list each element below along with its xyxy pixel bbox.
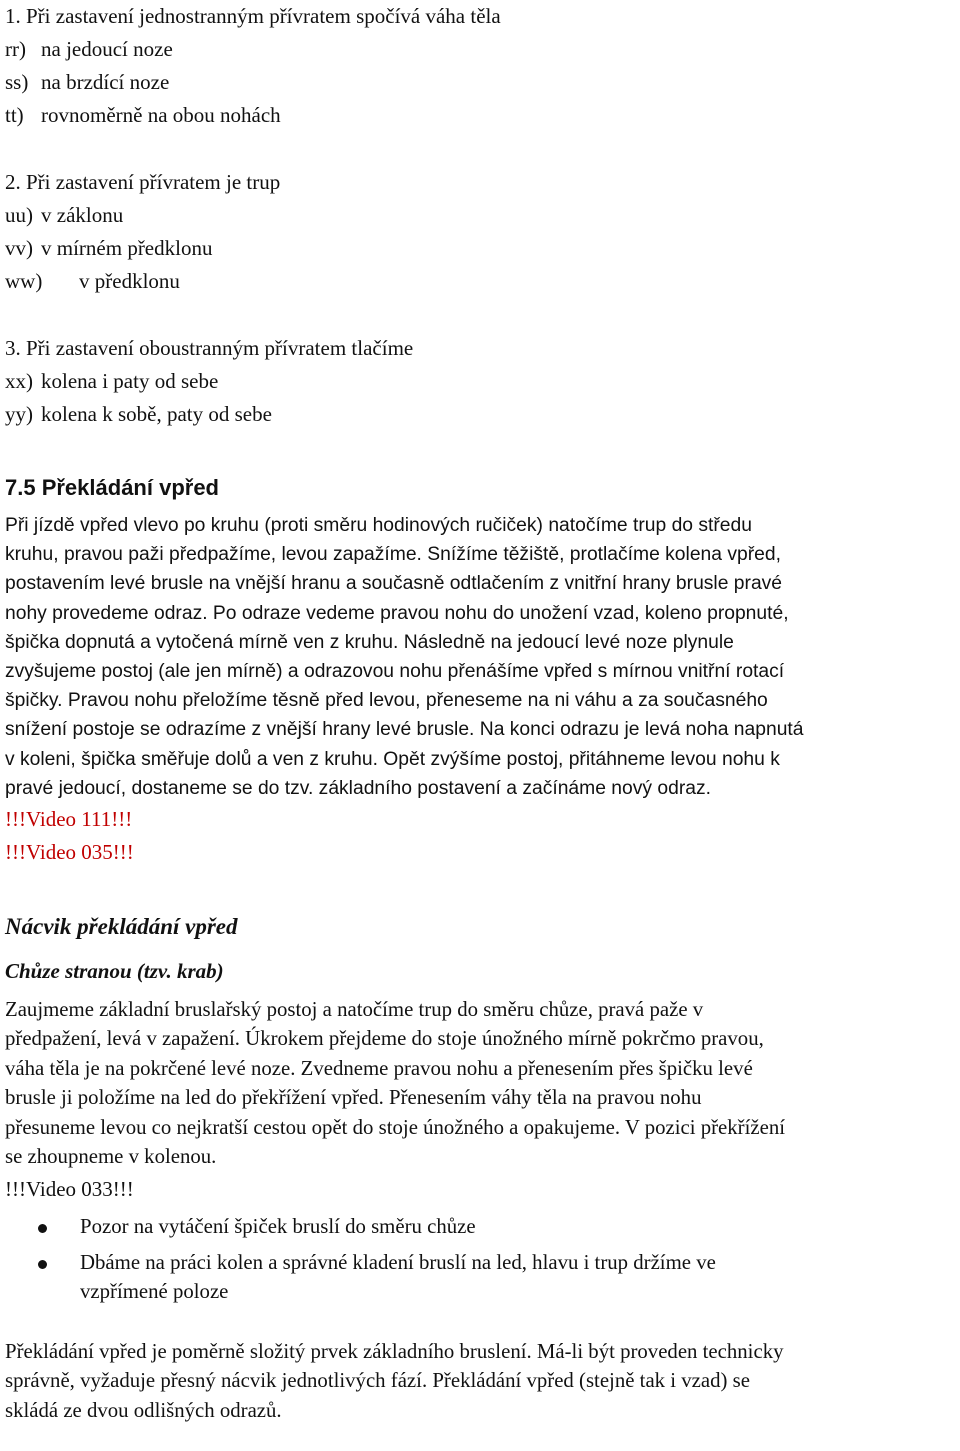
answer-option bbox=[5, 66, 957, 99]
option-text: v mírném předklonu bbox=[41, 236, 213, 260]
option-key: yy) bbox=[5, 402, 33, 426]
answer-option bbox=[5, 265, 957, 298]
paragraph-line: skládá ze dvou odlišných odrazů. bbox=[5, 1398, 282, 1422]
paragraph-line: kruhu, pravou paži předpažíme, levou zapažíme. Snížíme těžiště, protlačíme kolena vpřed, bbox=[5, 544, 781, 566]
question-title: 2. Při zastavení přívratem je trup bbox=[5, 170, 281, 194]
paragraph-line: se zhoupneme v kolenou. bbox=[5, 1145, 217, 1169]
question-2 bbox=[5, 166, 957, 298]
paragraph-line: postavením levé brusle na vnější hranu a současně odtlačením z vnitřní hrany brusle pravé bbox=[5, 573, 783, 595]
paragraph-line: špičky. Pravou nohu přeložíme těsně před levou, přeneseme na ni váhu a za současného bbox=[5, 690, 768, 712]
bullet-item bbox=[5, 1212, 957, 1241]
answer-option bbox=[5, 33, 957, 66]
section-paragraph bbox=[5, 511, 957, 803]
video-reference: !!!Video 111!!! bbox=[5, 807, 133, 832]
paragraph-line: snížení postoje se odrazíme z vnější hrany levé brusle. Na konci odrazu je levá noha napnutá bbox=[5, 719, 804, 741]
paragraph-line: pravé jedoucí, dostaneme se do tzv. základního postavení a začínáme nový odraz. bbox=[5, 777, 711, 799]
option-text: v předklonu bbox=[79, 269, 180, 293]
option-key: ww) bbox=[5, 269, 43, 293]
closing-paragraph bbox=[5, 1337, 957, 1425]
question-title: 3. Při zastavení oboustranným přívratem tlačíme bbox=[5, 336, 414, 360]
answer-option bbox=[5, 199, 957, 232]
question-title: 1. Při zastavení jednostranným přívratem spočívá váha těla bbox=[5, 4, 501, 28]
paragraph-line: zvyšujeme postoj (ale jen mírně) a odrazovou nohu přenášíme vpřed s mírnou vnitřní rotací bbox=[5, 661, 785, 683]
paragraph-line: špička dopnutá a vytočená mírně ven z kruhu. Následně na jedoucí levé noze plynule bbox=[5, 631, 734, 653]
answer-option bbox=[5, 232, 957, 265]
paragraph-line: přesuneme levou co nejkratší cestou opět do stoje únožného a opakujeme. V pozici překřížení bbox=[5, 1115, 786, 1139]
option-text: na jedoucí noze bbox=[41, 37, 173, 61]
spacer bbox=[5, 298, 957, 332]
option-key: vv) bbox=[5, 236, 33, 260]
paragraph-line: brusle ji položíme na led do překřížení vpřed. Přenesením váhy těla na pravou nohu bbox=[5, 1086, 702, 1110]
bullet-list bbox=[5, 1212, 957, 1306]
document-page bbox=[5, 0, 957, 1425]
bullet-icon bbox=[38, 1260, 47, 1269]
answer-option bbox=[5, 398, 957, 431]
bullet-text: vzpřímené poloze bbox=[80, 1280, 229, 1304]
paragraph-line: předpažení, levá v zapažení. Úkrokem přejdeme do stoje únožného mírně pokrčmo pravou, bbox=[5, 1027, 764, 1051]
option-text: kolena k sobě, paty od sebe bbox=[41, 402, 272, 426]
option-text: rovnoměrně na obou nohách bbox=[41, 103, 281, 127]
option-text: kolena i paty od sebe bbox=[41, 369, 219, 393]
option-text: v záklonu bbox=[41, 203, 124, 227]
option-key: xx) bbox=[5, 369, 33, 393]
option-key: ss) bbox=[5, 70, 29, 94]
question-3 bbox=[5, 332, 957, 431]
training-subheading: Chůze stranou (tzv. krab) bbox=[5, 959, 224, 984]
paragraph-line: Zaujmeme základní bruslařský postoj a natočíme trup do směru chůze, pravá paže v bbox=[5, 998, 704, 1022]
paragraph-line: váha těla je na pokrčené levé noze. Zvedneme pravou nohu a přenesením přes špičku levé bbox=[5, 1056, 753, 1080]
paragraph-line: Překládání vpřed je poměrně složitý prvek základního bruslení. Má-li být proveden technicky bbox=[5, 1339, 784, 1363]
answer-option bbox=[5, 365, 957, 398]
answer-option bbox=[5, 99, 957, 132]
training-paragraph bbox=[5, 995, 957, 1171]
bullet-text: Dbáme na práci kolen a správné kladení bruslí na led, hlavu i trup držíme ve bbox=[80, 1250, 716, 1274]
bullet-text: Pozor na vytáčení špiček bruslí do směru chůze bbox=[80, 1215, 476, 1239]
section-heading: 7.5 Překládání vpřed bbox=[5, 475, 219, 500]
video-reference: !!!Video 035!!! bbox=[5, 840, 134, 865]
paragraph-line: Při jízdě vpřed vlevo po kruhu (proti směru hodinových ručiček) natočíme trup do středu bbox=[5, 515, 752, 536]
option-key: tt) bbox=[5, 103, 24, 127]
question-1 bbox=[5, 0, 957, 132]
spacer bbox=[5, 132, 957, 166]
paragraph-line: v koleni, špička směřuje dolů a ven z kruhu. Opět zvýšíme postoj, přitáhneme levou nohu k bbox=[5, 748, 780, 770]
training-heading: Nácvik překládání vpřed bbox=[5, 914, 238, 940]
option-key: rr) bbox=[5, 37, 26, 61]
bullet-icon bbox=[38, 1224, 47, 1233]
video-reference: !!!Video 033!!! bbox=[5, 1177, 134, 1202]
bullet-item bbox=[5, 1248, 957, 1307]
option-key: uu) bbox=[5, 203, 33, 227]
option-text: na brzdící noze bbox=[41, 70, 170, 94]
paragraph-line: nohy provedeme odraz. Po odraze vedeme pravou nohu do unožení vzad, koleno propnuté, bbox=[5, 602, 789, 624]
paragraph-line: správně, vyžaduje přesný nácvik jednotlivých fází. Překládání vpřed (stejně tak i vzad) se bbox=[5, 1369, 750, 1393]
